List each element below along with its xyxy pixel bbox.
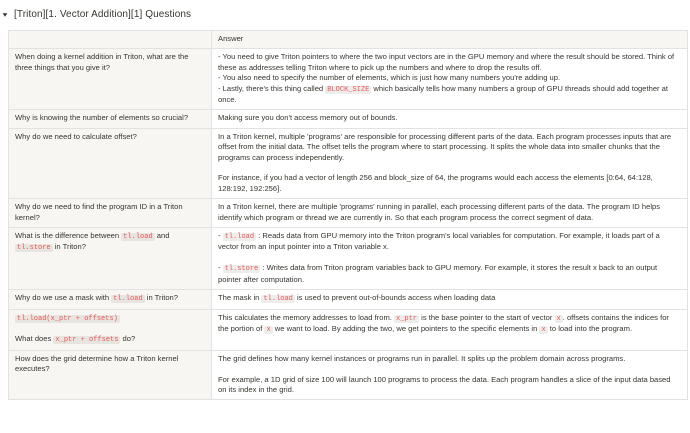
answer-line: to load into the program. [547, 323, 633, 333]
answer-line: which basically tells how many numbers a group of GPU threads should add together at once. [218, 83, 669, 105]
answer-line: we want to load. By adding the two, we get pointers to the specific elements in [272, 323, 540, 333]
question-text: do? [120, 334, 136, 344]
question-cell[interactable] [9, 228, 212, 290]
answer-line: - [218, 231, 223, 241]
answer-text [218, 263, 681, 285]
table-row [9, 350, 688, 400]
table-row [9, 49, 688, 110]
table-row [9, 110, 688, 128]
answer-line: : Writes data from Triton program variables back to GPU memory. For example, it stores the result x back to an output pointer after computation. [218, 263, 658, 284]
inline-code: tl.load [224, 233, 255, 242]
answer-line: : Reads data from GPU memory into the Triton program's local variables for computation. For example, it loads part of a vector from an input pointer into a Triton variable x. [218, 231, 660, 252]
question-text: Why do we need to find the program ID in a Triton kernel? [15, 202, 183, 222]
table-row [9, 128, 688, 198]
answer-line: is used to prevent out-of-bounds access when loading data [294, 293, 496, 303]
question-text: in Triton? [144, 293, 178, 303]
question-text: When doing a kernel addition in Triton, what are the three things that you give it? [15, 52, 189, 72]
answer-cell[interactable] [212, 110, 688, 128]
answer-line: - [218, 263, 223, 273]
inline-code: tl.store [224, 265, 259, 274]
column-header-question [9, 31, 212, 49]
answer-text: For instance, if you had a vector of length 256 and block_size of 64, the programs would each access the elements [0:64, 64:128, 128:192, 192:256]. [218, 173, 653, 193]
inline-code: tl.load(x_ptr + offsets) [17, 314, 118, 323]
answer-cell[interactable] [212, 228, 688, 290]
table-row [9, 290, 688, 309]
answer-cell[interactable] [212, 49, 688, 110]
page-title: [Triton][1. Vector Addition][1] Questions [14, 8, 192, 20]
question-text: and [154, 231, 170, 241]
answer-line: This calculates the memory addresses to load from. [218, 312, 394, 322]
answer-line: The mask in [218, 293, 262, 303]
question-text: Why do we need to calculate offset? [15, 131, 137, 141]
question-text: in Triton? [52, 242, 86, 252]
answer-cell[interactable] [212, 350, 688, 400]
question-cell[interactable] [9, 290, 212, 309]
answer-cell[interactable] [212, 290, 688, 309]
inline-code: x [556, 314, 561, 323]
answer-cell[interactable] [212, 199, 688, 228]
answer-line: - You also need to specify the number of elements, which is just how many numbers you're adding up. [218, 73, 561, 83]
question-code-line [15, 313, 205, 324]
answer-text: The grid defines how many kernel instances or programs run in parallel. It splits up the problem domain across programs. [218, 353, 626, 363]
answer-cell[interactable] [212, 128, 688, 198]
question-cell[interactable] [9, 128, 212, 198]
answer-line: - Lastly, there's this thing called [218, 83, 326, 93]
table-row [9, 199, 688, 228]
answer-line: is the base pointer to the start of vector [419, 312, 555, 322]
column-header-answer: Answer [212, 31, 688, 49]
answer-text [218, 313, 681, 336]
answer-text [218, 293, 681, 304]
question-text: How does the grid determine how a Triton kernel executes? [15, 353, 179, 374]
questions-table [8, 30, 688, 400]
table-header-row [9, 31, 688, 49]
inline-code: BLOCK_SIZE [327, 85, 370, 94]
answer-text: Making sure you don't access memory out of bounds. [218, 113, 398, 123]
answer-text: In a Triton kernel, there are multiple 'programs' running in parallel, each processing different parts of the data. The program ID helps identify which program or thread we are currently in. So that each program process the correct segment of data. [218, 202, 661, 222]
question-text: Why is knowing the number of elements so crucial? [15, 113, 189, 123]
question-text: Why do we use a mask with [15, 293, 112, 303]
question-cell[interactable] [9, 49, 212, 110]
inline-code: tl.load [123, 233, 153, 242]
answer-text: For example, a 1D grid of size 100 will launch 100 programs to process the data. Each program handles a slice of the input data based on its index in the grid. [218, 374, 671, 394]
answer-line: - You need to give Triton pointers to where the two input vectors are in the GPU memory and where the result should be stored. Think of these as addresses telling Triton where to pick up the numbers and where to drop the results off. [218, 52, 675, 72]
inline-code: tl.load [113, 295, 143, 304]
inline-code: x_ptr [396, 314, 418, 323]
question-cell[interactable] [9, 110, 212, 128]
question-text [15, 334, 205, 345]
answer-text: In a Triton kernel, multiple 'programs' are responsible for processing different parts of the data. Each program processes inputs that are offset from the initial data. The offset tells the program where to start processing. It splits the whole data into smaller chunks that the programs can process independently. [218, 131, 672, 162]
toggle-triangle-icon[interactable] [2, 12, 8, 18]
question-text: What is the difference between [15, 231, 122, 241]
question-text: What does [15, 334, 54, 344]
inline-code: tl.store [17, 244, 51, 253]
inline-code: x [266, 325, 271, 334]
answer-line: . offsets contains the indices for the portion of [218, 312, 669, 333]
question-cell[interactable] [9, 350, 212, 400]
inline-code: x_ptr + offsets [55, 336, 119, 345]
inline-code: x [541, 325, 546, 334]
table-row [9, 309, 688, 350]
table-row [9, 228, 688, 290]
question-cell[interactable] [9, 309, 212, 350]
page-header [2, 8, 191, 22]
answer-cell[interactable] [212, 309, 688, 350]
answer-text [218, 52, 681, 105]
answer-text [218, 231, 681, 253]
question-cell[interactable] [9, 199, 212, 228]
inline-code: tl.load [263, 295, 293, 304]
